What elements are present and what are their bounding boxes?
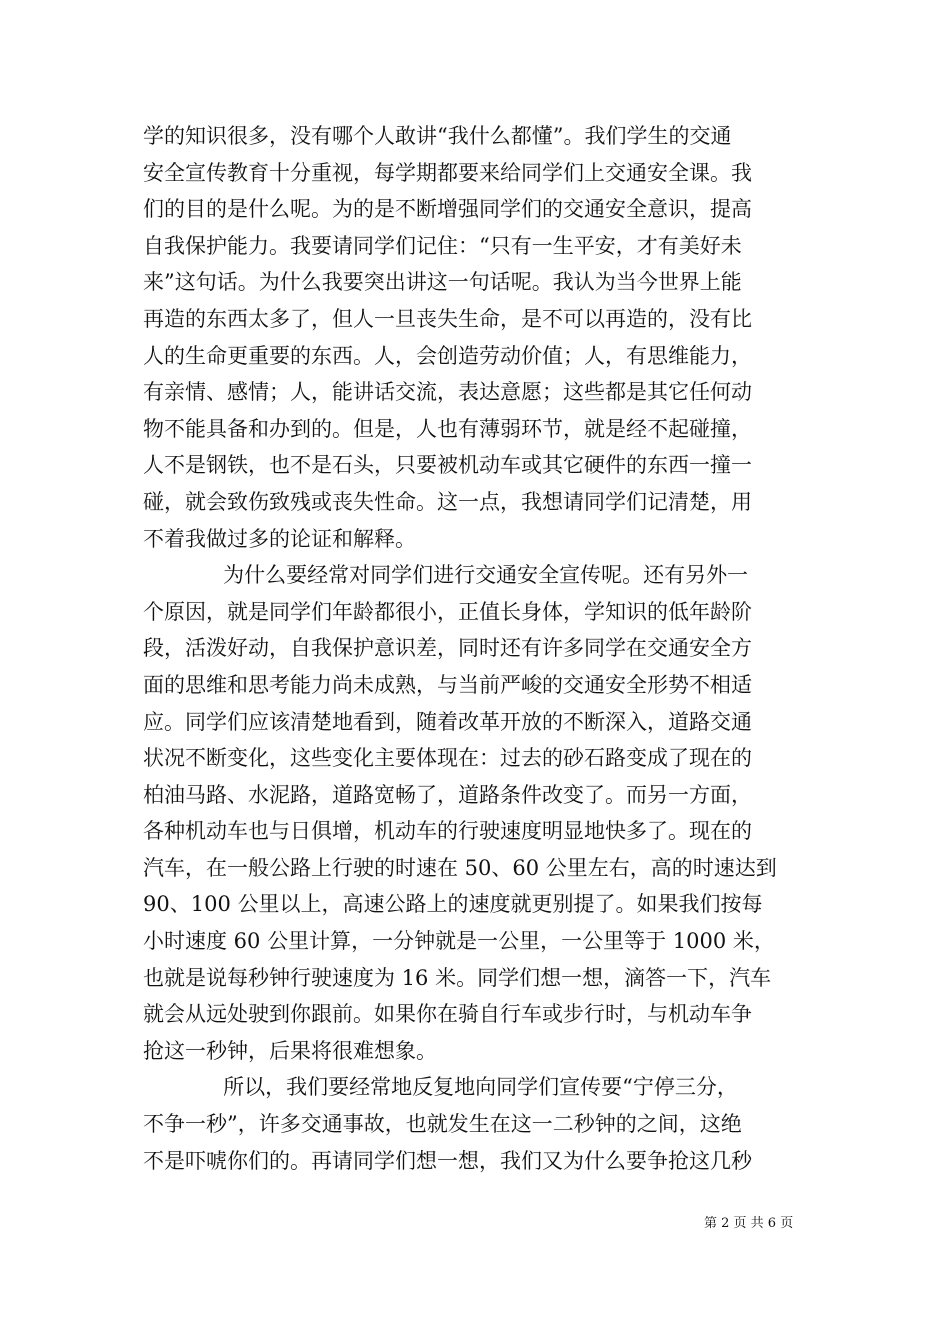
text-line: 再造的东西太多了，但人一旦丧失生命，是不可以再造的，没有比 — [143, 306, 752, 331]
text-line: 应。同学们应该清楚地看到，随着改革开放的不断深入，道路交通 — [143, 709, 752, 734]
text-line: 不争一秒”，许多交通事故，也就发生在这一二秒钟的之间，这绝 — [143, 1112, 742, 1137]
text-line: 碰，就会致伤致残或丧失性命。这一点，我想请同学们记清楚，用 — [143, 489, 752, 514]
body-text — [143, 118, 809, 1179]
text-line: 状况不断变化，这些变化主要体现在：过去的砂石路变成了现在的 — [143, 746, 752, 771]
text-line: 安全宣传教育十分重视，每学期都要来给同学们上交通安全课。我 — [143, 160, 752, 185]
text-line: 个原因，就是同学们年龄都很小，正值长身体，学知识的低年龄阶 — [143, 599, 752, 624]
text-line: 抢这一秒钟，后果将很难想象。 — [143, 1038, 437, 1063]
text-line: 各种机动车也与日俱增，机动车的行驶速度明显地快多了。现在的 — [143, 819, 752, 844]
text-line: 人不是钢铁，也不是石头，只要被机动车或其它硬件的东西一撞一 — [143, 453, 752, 478]
text-line: 人的生命更重要的东西。人，会创造劳动价值；人，有思维能力， — [143, 343, 752, 368]
text-line: 不是吓唬你们的。再请同学们想一想，我们又为什么要争抢这几秒 — [143, 1148, 752, 1173]
text-line: 小时速度 60 公里计算，一分钟就是一公里，一公里等于 1000 米， — [143, 929, 775, 954]
text-line: 来”这句话。为什么我要突出讲这一句话呢。我认为当今世界上能 — [143, 270, 742, 295]
text-line: 柏油马路、水泥路，道路宽畅了，道路条件改变了。而另一方面， — [143, 782, 752, 807]
text-line: 为什么要经常对同学们进行交通安全宣传呢。还有另外一 — [143, 563, 749, 588]
text-line: 90、100 公里以上，高速公路上的速度就更别提了。如果我们按每 — [143, 892, 763, 917]
text-line: 不着我做过多的论证和解释。 — [143, 526, 416, 551]
text-line: 面的思维和思考能力尚未成熟，与当前严峻的交通安全形势不相适 — [143, 672, 752, 697]
page-number-footer: 第 2 页 共 6 页 — [704, 1216, 794, 1231]
text-line: 自我保护能力。我要请同学们记住：“只有一生平安，才有美好未 — [143, 233, 742, 258]
text-line: 就会从远处驶到你跟前。如果你在骑自行车或步行时，与机动车争 — [143, 1002, 752, 1027]
text-line: 物不能具备和办到的。但是，人也有薄弱环节，就是经不起碰撞， — [143, 416, 752, 441]
text-line: 学的知识很多，没有哪个人敢讲“我什么都懂”。我们学生的交通 — [143, 124, 732, 148]
text-line: 所以，我们要经常地反复地向同学们宣传要“宁停三分， — [143, 1075, 738, 1100]
text-line: 汽车，在一般公路上行驶的时速在 50、60 公里左右，高的时速达到 — [143, 855, 777, 880]
text-line: 们的目的是什么呢。为的是不断增强同学们的交通安全意识，提高 — [143, 197, 752, 222]
text-line: 段，活泼好动，自我保护意识差，同时还有许多同学在交通安全方 — [143, 636, 752, 661]
text-line: 有亲情、感情；人，能讲话交流，表达意愿；这些都是其它任何动 — [143, 380, 752, 405]
text-line: 也就是说每秒钟行驶速度为 16 米。同学们想一想，滴答一下，汽车 — [143, 965, 772, 990]
